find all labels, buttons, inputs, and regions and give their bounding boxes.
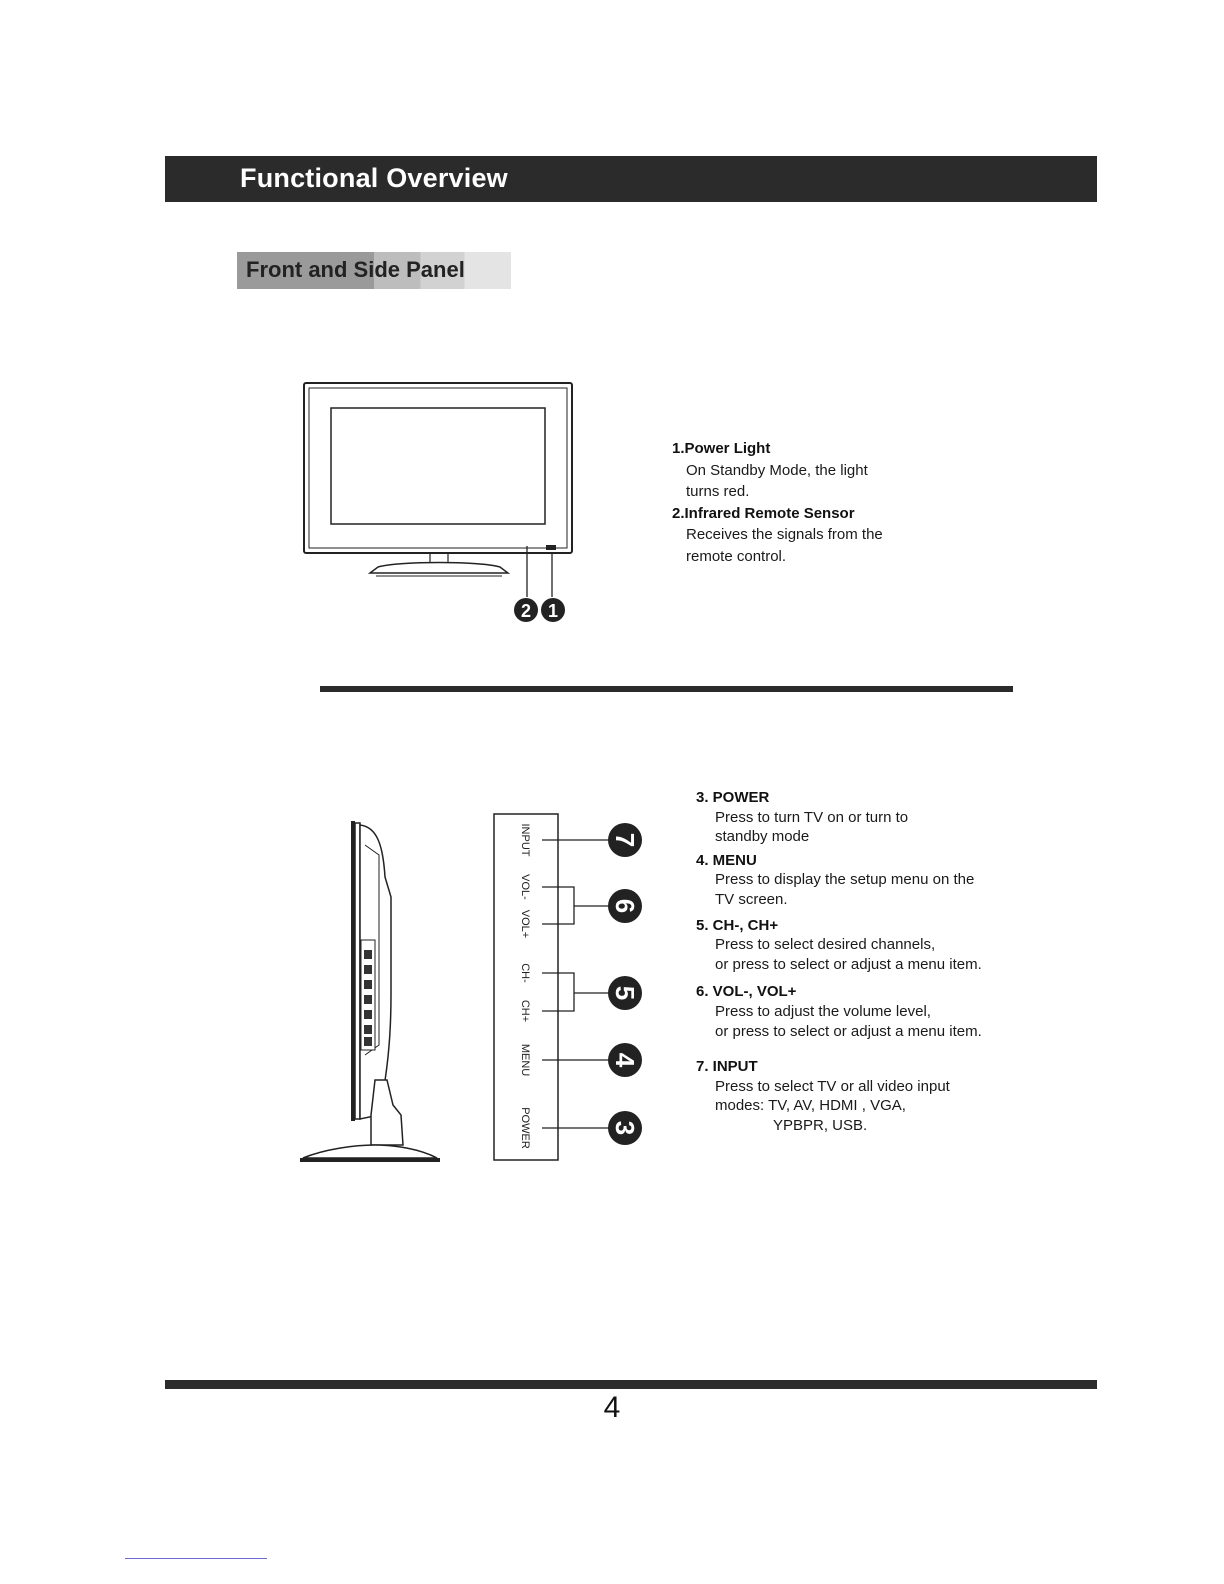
svg-text:3: 3: [610, 1120, 640, 1136]
input-text: Press to select TV or all video input: [715, 1077, 950, 1095]
callout-5: [608, 976, 642, 1010]
input-text: modes: TV, AV, HDMI , VGA,: [715, 1097, 906, 1115]
svg-text:1: 1: [547, 601, 559, 621]
svg-text:POWER: POWER: [519, 1107, 531, 1149]
channel-text: or press to select or adjust a menu item.: [715, 955, 982, 973]
section-label-text: Front and Side Panel: [246, 257, 465, 282]
callout-4: [608, 1043, 642, 1077]
callout-1: [541, 598, 565, 622]
button-menu-label: [519, 1044, 531, 1076]
svg-text:7: 7: [610, 832, 640, 848]
channel-heading: 5. CH-, CH+: [696, 916, 779, 934]
remote-sensor-text: Receives the signals from the: [686, 526, 883, 544]
menu-heading: 4. MENU: [696, 851, 757, 869]
button-ch-minus-label: [519, 963, 531, 983]
button-input-label: [519, 824, 531, 857]
page-title: Functional Overview: [240, 163, 508, 193]
button-ch-plus-label: [519, 1000, 531, 1022]
front-descriptions: [672, 438, 1002, 568]
footer-rule: [165, 1380, 1097, 1389]
callout-7: [608, 823, 642, 857]
svg-text:CH-: CH-: [519, 963, 531, 983]
remote-sensor-heading: 2.Infrared Remote Sensor: [672, 504, 855, 522]
power-text: standby mode: [715, 828, 810, 846]
svg-text:VOL+: VOL+: [519, 909, 531, 939]
power-light-text: turns red.: [686, 483, 750, 501]
menu-text: TV screen.: [715, 890, 788, 908]
svg-text:VOL-: VOL-: [519, 874, 531, 900]
button-vol-plus-label: [519, 910, 531, 938]
section-label: [237, 252, 511, 289]
callout-6: [608, 889, 642, 923]
svg-text:5: 5: [610, 985, 640, 1001]
power-heading: 3. POWER: [696, 789, 770, 806]
input-text: YPBPR, USB.: [773, 1116, 868, 1134]
volume-heading: 6. VOL-, VOL+: [696, 983, 797, 1001]
section-divider: [320, 686, 1013, 692]
power-light-text: On Standby Mode, the light: [686, 461, 868, 479]
power-light-heading: 1.Power Light: [672, 440, 771, 457]
volume-text: Press to adjust the volume level,: [715, 1002, 931, 1020]
input-heading: 7. INPUT: [696, 1058, 758, 1076]
tv-side-illustration: [295, 815, 445, 1170]
svg-text:6: 6: [610, 898, 640, 914]
control-panel-diagram: [490, 810, 650, 1170]
svg-text:MENU: MENU: [519, 1043, 531, 1077]
side-descriptions: [696, 788, 1056, 1136]
svg-text:4: 4: [610, 1052, 640, 1068]
callout-2: [514, 598, 538, 622]
power-text: Press to turn TV on or turn to: [715, 808, 909, 826]
tv-front-illustration: [290, 375, 590, 630]
remote-sensor-text: remote control.: [686, 547, 787, 565]
callout-3: [608, 1111, 642, 1145]
bottom-underline: [125, 1558, 267, 1559]
svg-text:CH+: CH+: [519, 999, 531, 1023]
page-number: 4: [603, 1391, 621, 1424]
svg-text:INPUT: INPUT: [519, 823, 531, 857]
svg-text:2: 2: [520, 601, 532, 621]
menu-text: Press to display the setup menu on the: [715, 871, 975, 889]
header-bar: [165, 156, 1097, 202]
button-vol-minus-label: [519, 874, 531, 900]
volume-text: or press to select or adjust a menu item.: [715, 1022, 982, 1040]
channel-text: Press to select desired channels,: [715, 936, 936, 954]
button-power-label: [519, 1107, 531, 1149]
